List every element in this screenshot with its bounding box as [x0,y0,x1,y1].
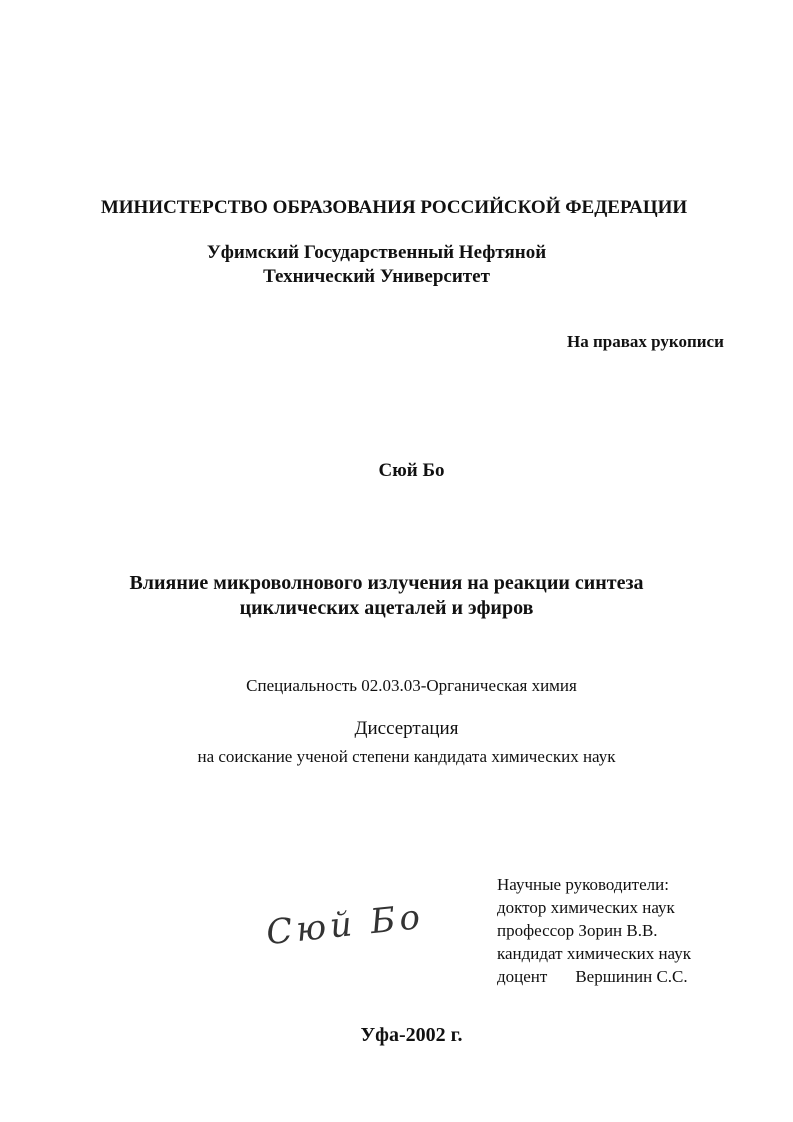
degree: на соискание ученой степени кандидата химических наук [197,747,616,766]
university-line-1: Уфимский Государственный Нефтяной [206,242,547,263]
advisor-line [497,965,691,988]
document-type: Диссертация [354,718,459,739]
ministry-heading: МИНИСТЕРСТВО ОБРАЗОВАНИЯ РОССИЙСКОЙ ФЕДЕРАЦИИ [100,197,688,218]
title-line-1: Влияние микроволнового излучения на реакции синтеза [129,572,644,594]
author-name: Сюй Бо [378,460,445,481]
advisors-label: Научные руководители: [497,875,669,894]
manuscript-note: На правах рукописи [567,332,724,351]
advisor-name: Вершинин С.С. [575,967,688,986]
advisor-line: профессор Зорин В.В. [497,921,658,940]
title-line-2: циклических ацеталей и эфиров [239,597,534,619]
place-year: Уфа-2002 г. [360,1024,463,1046]
advisor-line: доктор химических наук [497,898,675,917]
specialty: Специальность 02.03.03-Органическая химия [246,676,577,695]
advisor-position: доцент [497,967,548,986]
university-line-2: Технический Университет [263,266,490,287]
handwritten-signature: Сюй Бо [264,896,426,954]
advisor-line: кандидат химических наук [497,944,691,963]
advisors-block [497,873,691,988]
